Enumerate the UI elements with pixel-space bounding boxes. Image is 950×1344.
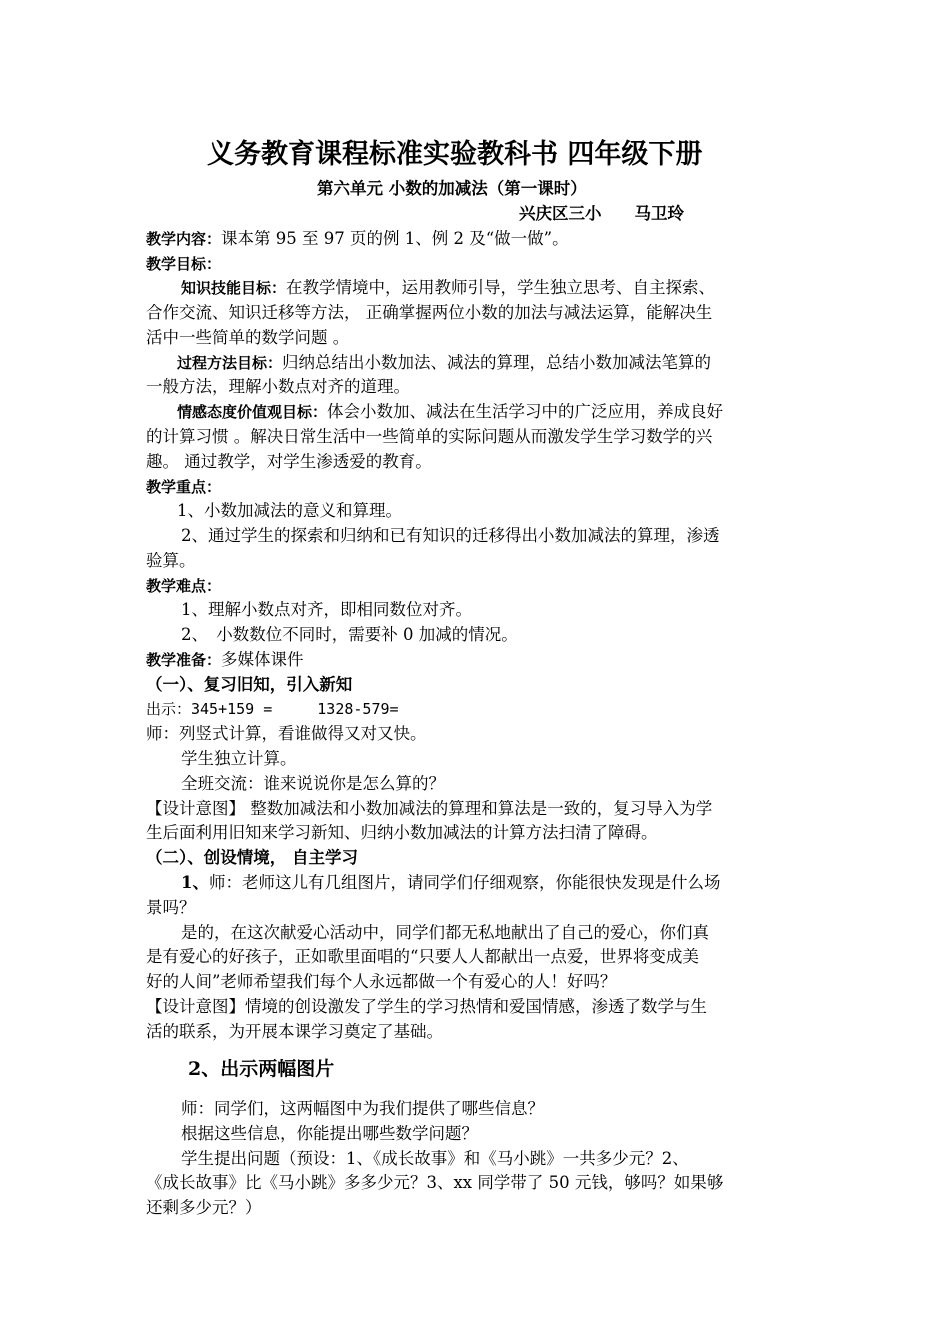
design-intent-1-line1: 【设计意图】 整数加减法和小数加减法的算理和算法是一致的，复习导入为学 bbox=[146, 799, 713, 818]
question-line-2: 根据这些信息，你能提出哪些数学问题？ bbox=[181, 1124, 478, 1143]
class-exchange: 全班交流：谁来说说你是怎么算的？ bbox=[181, 774, 445, 793]
goal3-line3: 趣。 通过教学，对学生渗透爱的教育。 bbox=[146, 452, 432, 471]
section-1-heading: （一）、复习旧知，引入新知 bbox=[146, 675, 353, 694]
goal2-label: 过程方法目标： bbox=[177, 354, 283, 372]
key-point-2-line2: 验算。 bbox=[146, 551, 196, 570]
difficulty-2: 2、 小数数位不同时，需要补 0 加减的情况。 bbox=[181, 625, 518, 644]
teaching-content-label: 教学内容： bbox=[146, 230, 222, 248]
section-2-heading: （二）、创设情境， 自主学习 bbox=[146, 848, 358, 867]
key-point-2-line1: 2、通过学生的探索和归纳和已有知识的迁移得出小数加减法的算理，渗透 bbox=[181, 526, 720, 545]
show-problems: 出示：345+159 = 1328-579= bbox=[146, 700, 399, 718]
author-line: 兴庆区三小 马卫玲 bbox=[519, 204, 684, 223]
goal1-line3: 活中一些简单的数学问题 。 bbox=[146, 328, 350, 347]
teaching-prep-text: 多媒体课件 bbox=[221, 650, 304, 669]
paragraph-line3: 好的人间”老师希望我们每个人永远都做一个有爱心的人！好吗？ bbox=[146, 972, 617, 991]
lesson-subtitle: 第六单元 小数的加减法（第一课时） bbox=[317, 179, 587, 198]
goal1-label: 知识技能目标： bbox=[181, 279, 287, 297]
goal2-line1 bbox=[177, 351, 711, 375]
goal1-line2: 合作交流、知识迁移等方法， 正确掌握两位小数的加法与减法运算，能解决生 bbox=[146, 303, 713, 322]
step-2-heading: 2、出示两幅图片 bbox=[188, 1058, 335, 1080]
step-1-text: 师：老师这儿有几组图片，请同学们仔细观察，你能很快发现是什么场 bbox=[208, 873, 721, 892]
difficulty-1: 1、理解小数点对齐，即相同数位对齐。 bbox=[181, 600, 472, 619]
goal3-line2: 的计算习惯 。解决日常生活中一些简单的实际问题从而激发学生学习数学的兴 bbox=[146, 427, 713, 446]
goal1-text: 在教学情境中，运用教师引导，学生独立思考、自主探索、 bbox=[286, 278, 716, 297]
step-1-number: 1、 bbox=[181, 873, 209, 892]
document-title: 义务教育课程标准实验教科书 四年级下册 bbox=[207, 139, 703, 170]
difficulties-label: 教学难点： bbox=[146, 577, 222, 595]
teaching-goals-label: 教学目标： bbox=[146, 255, 222, 273]
goal3-label: 情感态度价值观目标： bbox=[177, 403, 328, 421]
design-intent-1-line2: 生后面利用旧知来学习新知、归纳小数加减法的计算方法扫清了障碍。 bbox=[146, 823, 658, 842]
question-line-1: 师：同学们，这两幅图中为我们提供了哪些信息？ bbox=[181, 1099, 544, 1118]
key-point-1: 1、小数加减法的意义和算理。 bbox=[177, 501, 402, 520]
design-intent-2-line2: 活的联系，为开展本课学习奠定了基础。 bbox=[146, 1022, 443, 1041]
teaching-content bbox=[146, 227, 569, 251]
teacher-line-1: 师：列竖式计算，看谁做得又对又快。 bbox=[146, 724, 427, 743]
goal3-text: 体会小数加、减法在生活学习中的广泛应用，养成良好 bbox=[327, 402, 724, 421]
paragraph-line2: 是有爱心的好孩子，正如歌里面唱的“只要人人都献出一点爱，世界将变成美 bbox=[146, 947, 699, 966]
question-line-3c: 还剩多少元？） bbox=[146, 1198, 262, 1217]
goal1-line1 bbox=[181, 276, 715, 300]
question-line-3a: 学生提出问题（预设：1、《成长故事》和《马小跳》一共多少元？2、 bbox=[181, 1149, 689, 1168]
goal2-text: 归纳总结出小数加法、减法的算理，总结小数加减法笔算的 bbox=[282, 353, 712, 372]
teaching-content-text: 课本第 95 至 97 页的例 1、例 2 及“做一做”。 bbox=[221, 229, 569, 248]
key-points-label: 教学重点： bbox=[146, 478, 222, 496]
student-line-1: 学生独立计算。 bbox=[181, 749, 297, 768]
goal3-line1 bbox=[177, 400, 723, 424]
step-1-line2: 景吗？ bbox=[146, 898, 196, 917]
design-intent-2-line1: 【设计意图】情境的创设激发了学生的学习热情和爱国情感，渗透了数学与生 bbox=[146, 997, 707, 1016]
step-1-line1 bbox=[181, 871, 720, 895]
paragraph-line1: 是的，在这次献爱心活动中，同学们都无私地献出了自己的爱心，你们真 bbox=[181, 923, 709, 942]
teaching-prep bbox=[146, 648, 304, 672]
question-line-3b: 《成长故事》比《马小跳》多多少元？3、xx 同学带了 50 元钱，够吗？如果够 bbox=[146, 1173, 724, 1192]
goal2-line2: 一般方法，理解小数点对齐的道理。 bbox=[146, 377, 410, 396]
teaching-prep-label: 教学准备： bbox=[146, 651, 222, 669]
